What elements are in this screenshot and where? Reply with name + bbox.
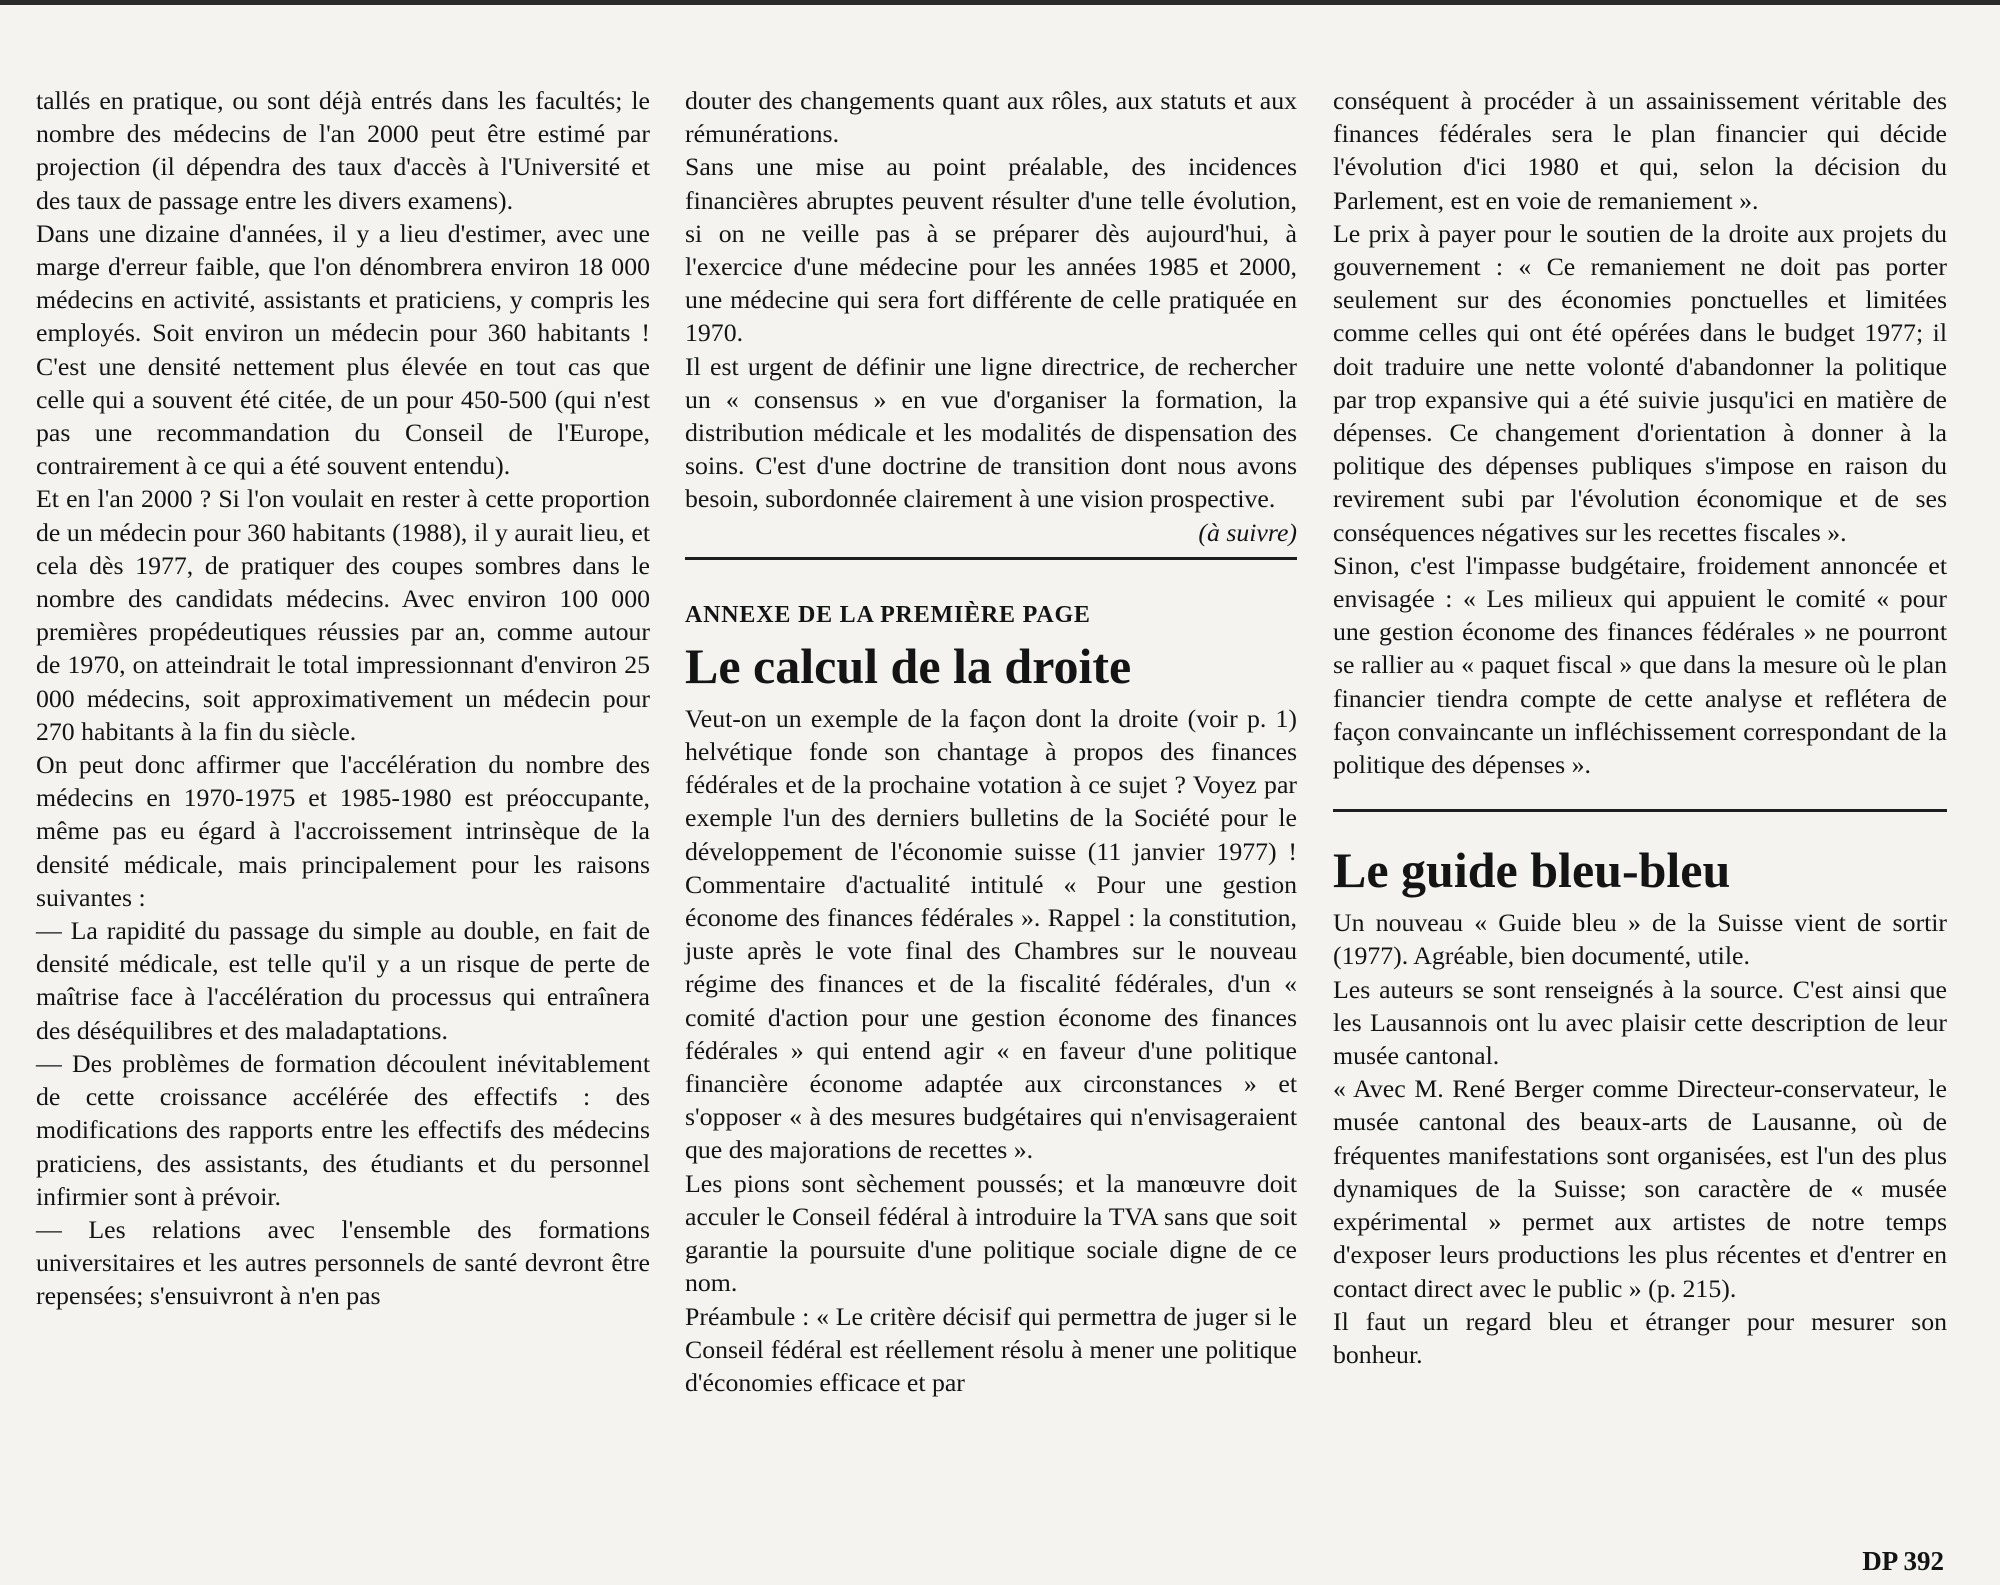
list-item: — La rapidité du passage du simple au double, en fait de densité médicale, est telle qu'il y a un risque de perte de maîtrise face à l'accélération du processus qui entraînera des déséquilibres et des maladaptations. bbox=[36, 916, 650, 1045]
top-border-rule bbox=[0, 0, 2000, 5]
paragraph: « Avec M. René Berger comme Directeur-conservateur, le musée cantonal des beaux-arts de Lausanne, où de fréquentes manifestations sont organisées, est l'un des plus dynamiques de la Suisse; son caractère de « musée expérimental » permet aux artistes de notre temps d'exposer leurs productions les plus récentes et d'entrer en contact direct avec le public » (p. 215). bbox=[1333, 1074, 1947, 1303]
list-item: — Les relations avec l'ensemble des formations universitaires et les autres personnels de santé devront être repensées; s'ensuivront à n'en pas bbox=[36, 1214, 650, 1311]
column-2 bbox=[685, 84, 1297, 1399]
column-3 bbox=[1333, 84, 1947, 1371]
article-headline: Le calcul de la droite bbox=[685, 637, 1132, 694]
list-item: — Des problèmes de formation découlent inévitablement de cette croissance accélérée des effectifs : des modifications des rapports entre les effectifs des médecins praticiens, des assistants, des étudiants et du personnel infirmier sont à prévoir. bbox=[36, 1048, 650, 1211]
section-divider bbox=[685, 557, 1297, 560]
page-number: DP 392 bbox=[1862, 1546, 1944, 1576]
paragraph: On peut donc affirmer que l'accélération du nombre des médecins en 1970-1975 et 1985-1980 est préoccupante, même pas eu égard à l'accroissement intrinsèque de la densité médicale, mais principalement pour les raisons suivantes : bbox=[36, 750, 650, 912]
paragraph: douter des changements quant aux rôles, aux statuts et aux rémunérations. bbox=[685, 86, 1297, 149]
paragraph: conséquent à procéder à un assainissement véritable des finances fédérales sera le plan financier qui décide l'évolution d'ici 1980 et qui, selon la décision du Parlement, est en voie de remaniement ». bbox=[1333, 86, 1947, 215]
paragraph: Veut-on un exemple de la façon dont la droite (voir p. 1) helvétique fonde son chantage à propos des finances fédérales et de la prochaine votation à ce sujet ? Voyez par exemple l'un des derniers bulletins de la Société pour le développement de l'économie suisse (11 janvier 1977) ! Commentaire d'actualité intitulé « Pour une gestion économe des finances fédérales ». Rappel : la constitution, juste après le vote final des Chambres sur le nouveau régime des finances et de la fiscalité fédérales, d'un « comité d'action pour une gestion économe des finances fédérales » qui entend agir « en faveur d'une politique financière économe adaptée aux circonstances » et s'opposer « à des mesures budgétaires qui n'envisageraient que des majorations de recettes ». bbox=[685, 703, 1297, 1165]
paragraph: tallés en pratique, ou sont déjà entrés dans les facultés; le nombre des médecins de l'an 2000 peut être estimé par projection (il dépendra des taux d'accès à l'Université et des taux de passage entre les divers examens). bbox=[36, 86, 650, 215]
paragraph: Sinon, c'est l'impasse budgétaire, froidement annoncée et envisagée : « Les milieux qui appuient le comité « pour une gestion économe des finances fédérales » ne pourront se rallier au « paquet fiscal » que dans la mesure où le plan financier tiendra compte de cette analyse et reflétera de façon convaincante un infléchissement correspondant de la politique des dépenses ». bbox=[1333, 550, 1947, 780]
continued-note: (à suivre) bbox=[1198, 517, 1297, 547]
paragraph: Dans une dizaine d'années, il y a lieu d'estimer, avec une marge d'erreur faible, que l'on dénombrera environ 18 000 médecins en activité, assistants et praticiens, y compris les employés. Soit environ un médecin pour 360 habitants ! C'est une densité nettement plus élevée en tout cas que celle qui a souvent été citée, de un pour 450-500 (qui n'est pas une recommandation du Conseil de l'Europe, contrairement à ce qui a été souvent entendu). bbox=[36, 218, 650, 481]
paragraph: Préambule : « Le critère décisif qui permettra de juger si le Conseil fédéral est réellement résolu à mener une politique d'économies efficace et par bbox=[685, 1301, 1297, 1397]
paragraph: Le prix à payer pour le soutien de la droite aux projets du gouvernement : « Ce remaniement ne doit pas porter seulement sur des économies ponctuelles et limitées comme celles qui ont été opérées dans le budget 1977; il doit traduire une nette volonté d'abandonner la politique par trop expansive qui a été suivie jusqu'ici en matière de dépenses. Ce changement d'orientation à donner à la politique des dépenses publiques s'impose en raison du revirement subi par l'évolution économique et de ses conséquences négatives sur les recettes fiscales ». bbox=[1333, 218, 1947, 547]
paragraph: Les pions sont sèchement poussés; et la manœuvre doit acculer le Conseil fédéral à introduire la TVA sans que soit garantie la poursuite d'une politique sociale digne de ce nom. bbox=[685, 1168, 1297, 1298]
paragraph: Et en l'an 2000 ? Si l'on voulait en rester à cette proportion de un médecin pour 360 habitants (1988), il y aurait lieu, et cela dès 1977, de pratiquer des coupes sombres dans le nombre des candidats médecins. Avec environ 100 000 premières propédeutiques réussies par an, comme autour de 1970, on atteindrait le total impressionnant d'environ 25 000 médecins, soit approximativement un médecin pour 270 habitants à la fin du siècle. bbox=[36, 484, 650, 746]
paragraph: Les auteurs se sont renseignés à la source. C'est ainsi que les Lausannois ont lu avec plaisir cette description de leur musée cantonal. bbox=[1333, 974, 1947, 1071]
article-kicker: ANNEXE DE LA PREMIÈRE PAGE bbox=[685, 601, 1091, 628]
column-1 bbox=[36, 84, 650, 1313]
paragraph: Il faut un regard bleu et étranger pour mesurer son bonheur. bbox=[1333, 1306, 1947, 1369]
paragraph: Un nouveau « Guide bleu » de la Suisse vient de sortir (1977). Agréable, bien documenté, utile. bbox=[1333, 908, 1947, 971]
section-divider bbox=[1333, 809, 1947, 812]
article-headline: Le guide bleu-bleu bbox=[1333, 842, 1731, 899]
paragraph: Sans une mise au point préalable, des incidences financières abruptes peuvent résulter d'une telle évolution, si on ne veille pas à se préparer dès aujourd'hui, à l'exercice d'une médecine pour les années 1985 et 2000, une médecine qui sera fort différente de celle pratiquée en 1970. bbox=[685, 152, 1297, 348]
paragraph: Il est urgent de définir une ligne directrice, de rechercher un « consensus » en vue d'organiser la formation, la distribution médicale et les modalités de dispensation des soins. C'est d'une doctrine de transition dont nous avons besoin, subordonnée clairement à une vision prospective. bbox=[685, 351, 1297, 514]
